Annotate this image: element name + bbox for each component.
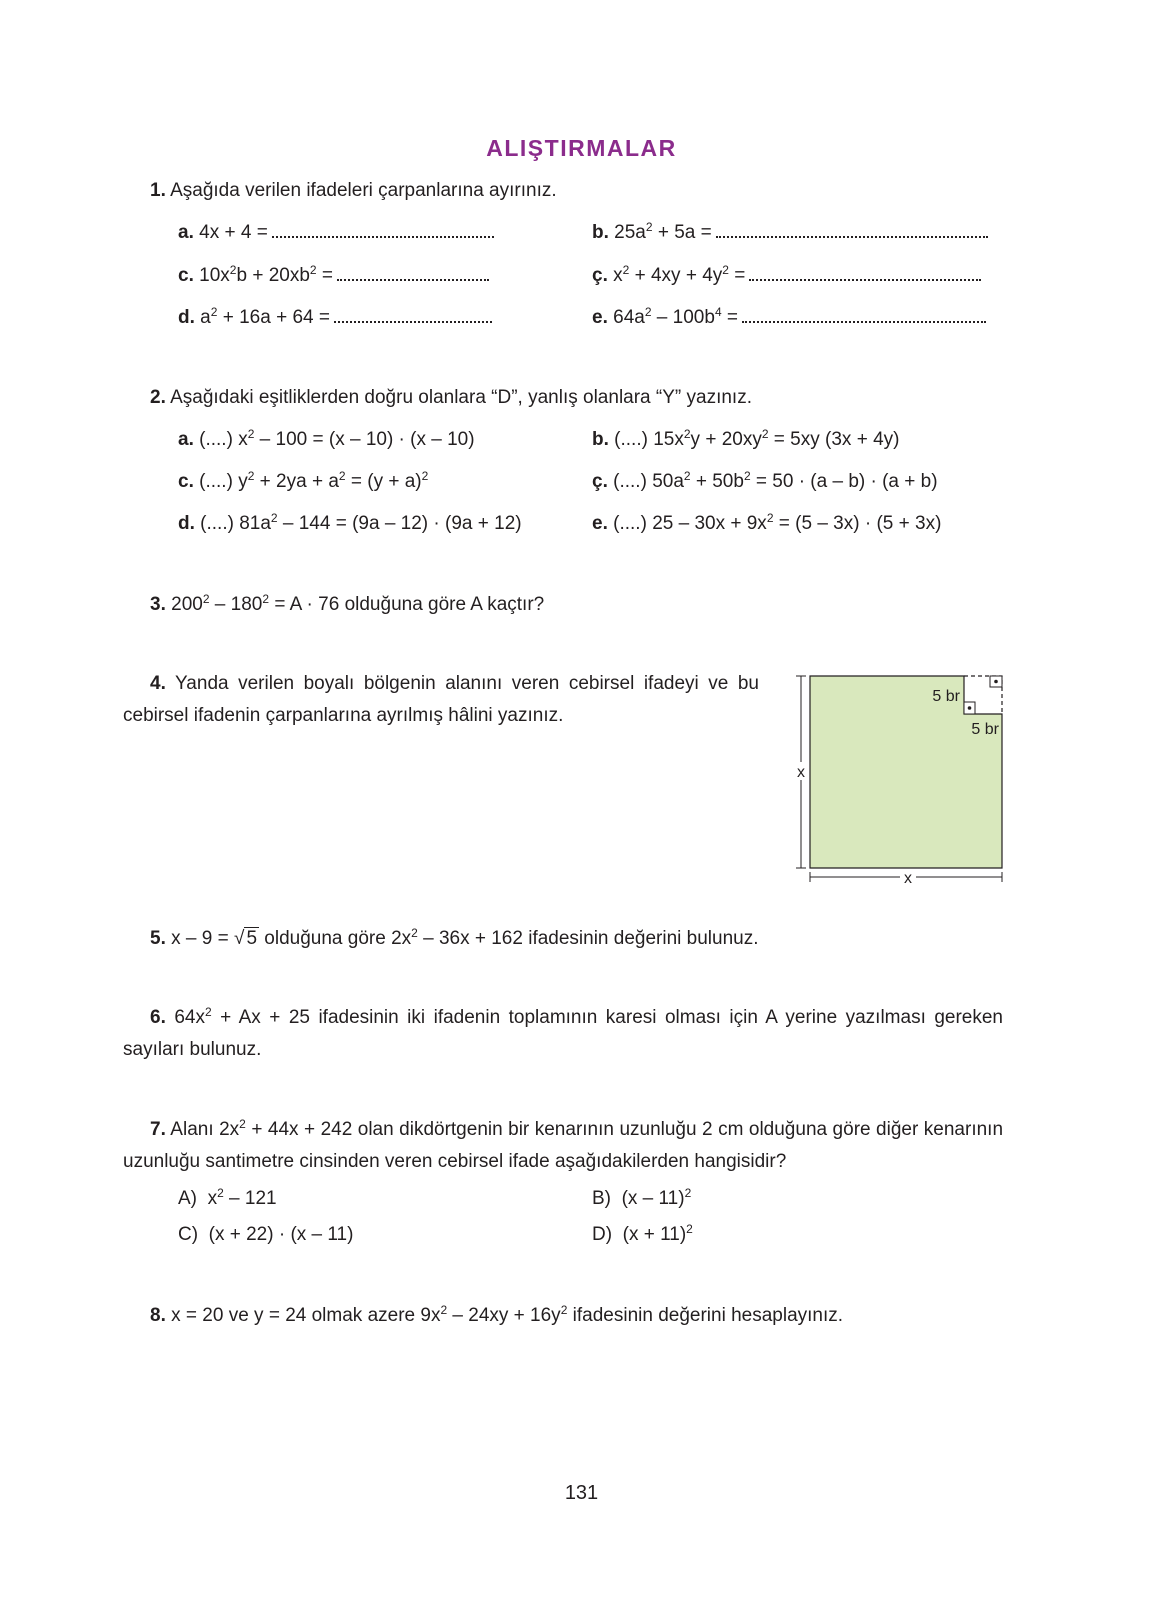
question-7: 7. Alanı $2x^2 + 44x + 242$ olan dikdörtgenin bir kenarının uzunluğu 2 cm olduğuna göre diğer kenarının uzunluğu santimetre cinsinden veren cebirsel ifade aşağıdakilerden hangisidir?	[123, 1117, 1004, 1172]
question-number: 1.	[150, 180, 166, 201]
answer-line[interactable]	[716, 222, 988, 238]
q2-item-b: b. (....) $15x^2y + 20xy^2 = 5xy$ (3x + 4y)	[592, 427, 900, 450]
answer-line[interactable]	[272, 222, 494, 238]
q1-item-e: e. $64a^2 - 100b^4$ =	[592, 307, 986, 329]
q2-item-a: a. (....) $x^2 - 100 = (x - 10) \cdot (x - 10)$	[178, 427, 475, 450]
q2-item-c: c. (....) $y^2 + 2ya + a^2 = (y + a)^2$	[178, 469, 429, 492]
q7-option-c[interactable]: C) (x + 22) · (x – 11)	[178, 1224, 354, 1245]
label-5br-top: 5 br	[932, 688, 960, 705]
page-number: 131	[564, 1482, 599, 1504]
q1-item-a: a. 4x + 4 =	[178, 222, 494, 244]
question-1	[150, 180, 557, 202]
area-figure	[790, 668, 1015, 888]
answer-line[interactable]	[749, 265, 981, 281]
label-5br-side: 5 br	[971, 721, 999, 738]
label-x-bottom: x	[904, 870, 912, 887]
question-3: 3. $200^2 - 180^2 = A \cdot 76$ olduğuna göre A kaçtır?	[150, 592, 545, 615]
q2-item-e: e. (....) $25 - 30x + 9x^2 = (5 - 3x) \cdot (5 + 3x)$	[592, 511, 942, 534]
question-text: Aşağıda verilen ifadeleri çarpanlarına ayırınız.	[170, 180, 557, 201]
q1-item-cc: ç. $x^2 + 4xy + 4y^2$ =	[592, 265, 981, 287]
q1-item-c: c. $10x^2b + 20xb^2$ =	[178, 265, 489, 287]
question-5: 5. x – 9 = √ 5 olduğuna göre $2x^2 - 36x + 162$ ifadesinin değerini bulunuz.	[150, 926, 759, 949]
q1-item-d: d. $a^2 + 16a + 64$ =	[178, 307, 492, 329]
q7-option-d[interactable]: D) $(x + 11)^2$	[592, 1222, 693, 1245]
label-x-left: x	[797, 764, 805, 781]
question-2: 2. Aşağıdaki eşitliklerden doğru olanlara “D”, yanlış olanlara “Y” yazınız.	[150, 387, 752, 408]
page-title: ALIŞTIRMALAR	[486, 135, 677, 161]
q2-item-cc: ç. (....) $50a^2 + 50b^2 = 50 \cdot (a - b) \cdot (a + b)$	[592, 469, 938, 492]
question-4: 4. Yanda verilen boyalı bölgenin alanını veren cebirsel ifadeyi ve bu cebirsel ifadenin çarpanlarına ayrılmış hâlini yazınız.	[123, 673, 759, 726]
q7-option-a[interactable]: A) $x^2 - 121$	[178, 1186, 277, 1209]
question-6: 6. $64x^2 + Ax + 25$ ifadesinin iki ifadenin toplamının karesi olması için A yerine yazılması gereken sayıları bulunuz.	[123, 1005, 1003, 1060]
q7-option-b[interactable]: B) (x – 11)$^2$	[592, 1186, 692, 1209]
question-8: 8. x = 20 ve y = 24 olmak azere $9x^2 - 24xy + 16y^2$ ifadesinin değerini hesaplayınız.	[150, 1303, 844, 1326]
answer-line[interactable]	[334, 307, 492, 323]
q1-item-b: b. $25a^2 + 5a$ =	[592, 222, 988, 244]
answer-line[interactable]	[742, 307, 986, 323]
square-root: √ 5	[234, 928, 258, 949]
answer-line[interactable]	[337, 265, 489, 281]
q2-item-d: d. (....) $81a^2 - 144 = (9a - 12) \cdot (9a + 12)$	[178, 511, 522, 534]
